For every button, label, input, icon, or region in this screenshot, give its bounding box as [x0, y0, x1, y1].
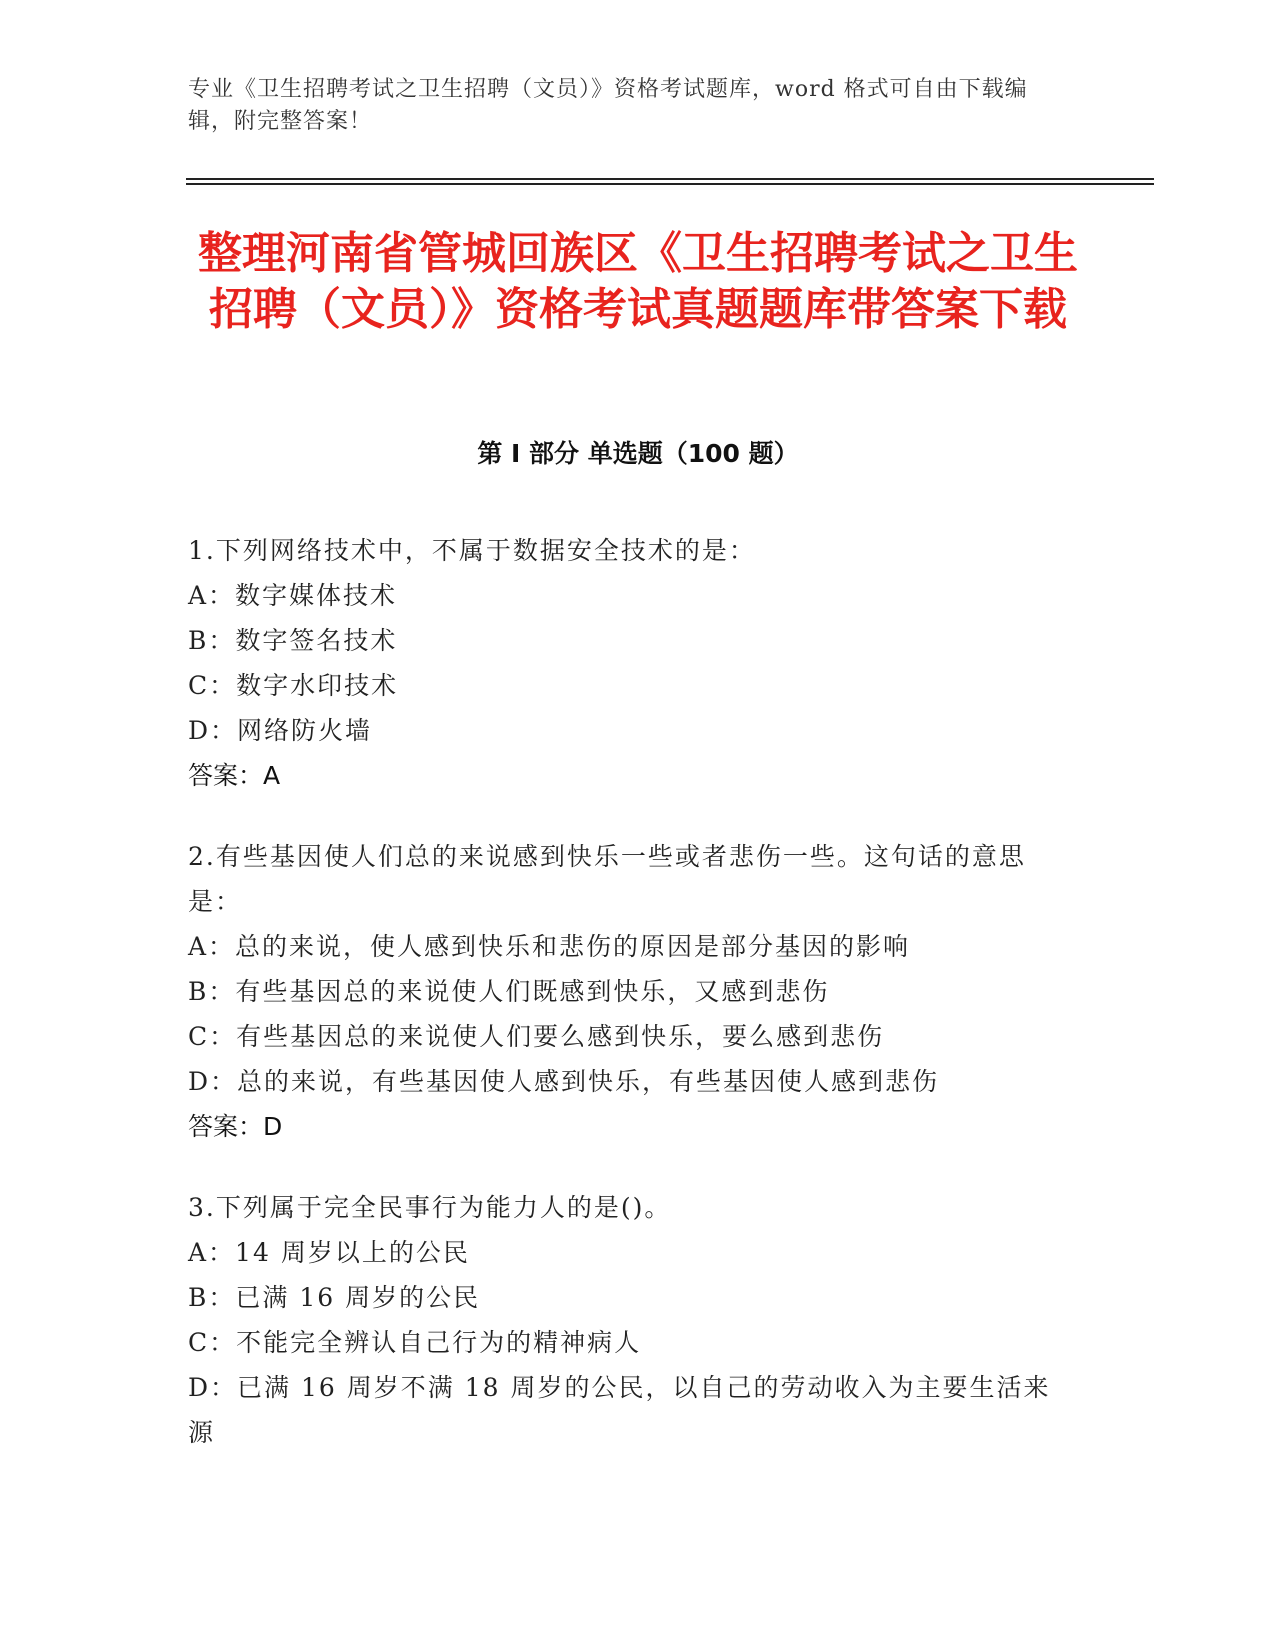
- option-b: B：数字签名技术: [188, 626, 398, 655]
- question-3: [188, 1185, 1068, 1455]
- option-c: C：不能完全辨认自己行为的精神病人: [188, 1328, 642, 1357]
- answer-line: 答案：D: [188, 1112, 283, 1141]
- question-2: [188, 834, 1068, 1149]
- question-stem: 1.下列网络技术中，不属于数据安全技术的是：: [188, 536, 756, 565]
- option-b: B：已满 16 周岁的公民: [188, 1283, 481, 1312]
- question-1: [188, 528, 1068, 798]
- option-d: D：网络防火墙: [188, 716, 373, 745]
- question-list: [188, 528, 1068, 1491]
- answer-line: 答案：A: [188, 761, 281, 790]
- option-d: D：已满 16 周岁不满 18 周岁的公民，以自己的劳动收入为主要生活来源: [188, 1373, 1051, 1447]
- option-d: D：总的来说，有些基因使人感到快乐，有些基因使人感到悲伤: [188, 1067, 940, 1096]
- option-a: A：数字媒体技术: [188, 581, 398, 610]
- header-note: 专业《卫生招聘考试之卫生招聘（文员）》资格考试题库，word 格式可自由下载编辑，附完整答案！: [188, 77, 1028, 134]
- header-divider: [186, 178, 1154, 185]
- option-c: C：有些基因总的来说使人们要么感到快乐，要么感到悲伤: [188, 1022, 885, 1051]
- question-stem: 2.有些基因使人们总的来说感到快乐一些或者悲伤一些。这句话的意思是：: [188, 842, 1026, 916]
- section-heading: 第 I 部分 单选题（100 题）: [477, 439, 799, 468]
- option-a: A：总的来说，使人感到快乐和悲伤的原因是部分基因的影响: [188, 932, 911, 961]
- option-c: C：数字水印技术: [188, 671, 399, 700]
- option-a: A：14 周岁以上的公民: [188, 1238, 470, 1267]
- document-title: 整理河南省管城回族区《卫生招聘考试之卫生招聘（文员）》资格考试真题题库带答案下载: [198, 228, 1078, 335]
- question-stem: 3.下列属于完全民事行为能力人的是()。: [188, 1193, 672, 1222]
- option-b: B：有些基因总的来说使人们既感到快乐，又感到悲伤: [188, 977, 830, 1006]
